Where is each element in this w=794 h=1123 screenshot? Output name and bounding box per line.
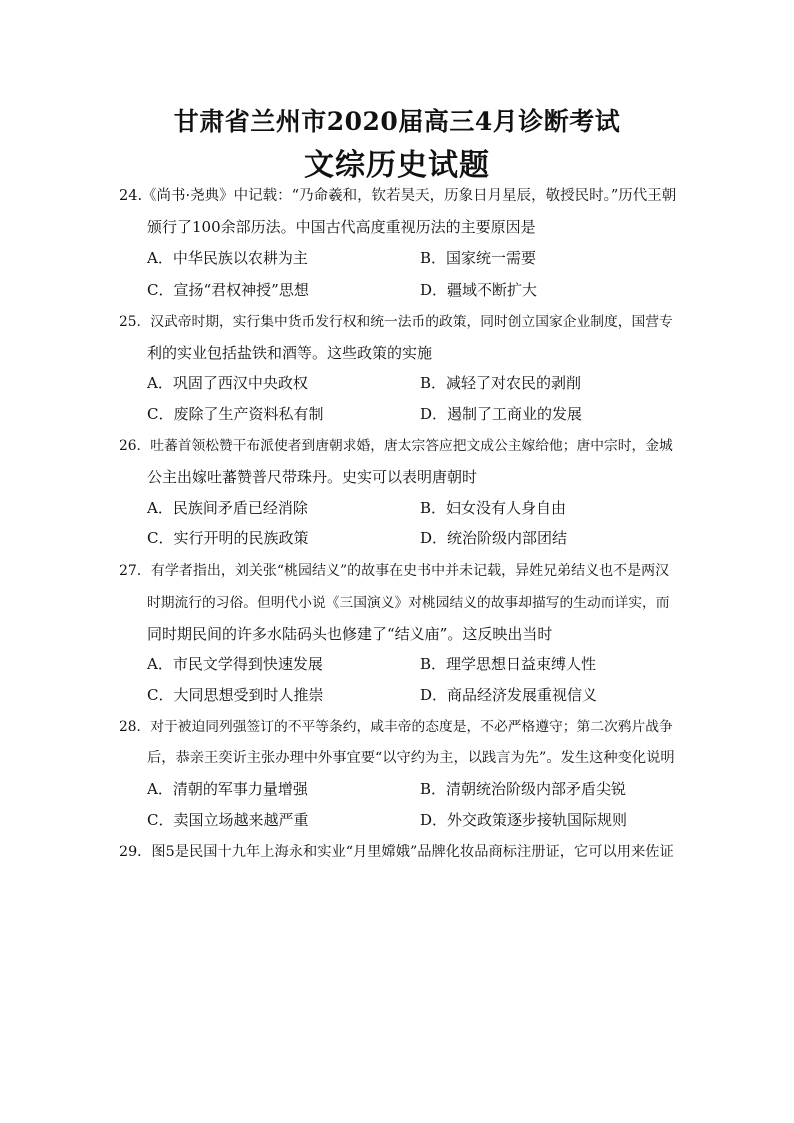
question-26-option-d: D．统治阶级内部团结 xyxy=(420,529,568,547)
question-27-option-b: B．理学思想日益束缚人性 xyxy=(420,655,597,673)
question-24-stem-cont: 颁行了100余部历法。中国古代高度重视历法的主要原因是 xyxy=(147,218,536,236)
question-24-option-d: D．疆域不断扩大 xyxy=(420,281,538,299)
question-29-stem: 29．图5是民国十九年上海永和实业“月里嫦娥”品牌化妆品商标注册证，它可以用来佐证 xyxy=(119,844,674,860)
question-28-stem-cont: 后，恭亲王奕䜣主张办理中外事宜要“以守约为主，以践言为先”。发生这种变化说明 xyxy=(147,750,675,766)
question-28-option-c: C．卖国立场越来越严重 xyxy=(147,811,309,829)
question-28-option-a: A．清朝的军事力量增强 xyxy=(147,780,308,798)
question-26-option-a: A．民族间矛盾已经消除 xyxy=(147,499,308,517)
question-26-option-b: B．妇女没有人身自由 xyxy=(420,499,567,517)
question-25-stem-cont: 利的实业包括盐铁和酒等。这些政策的实施 xyxy=(147,344,433,362)
question-28-option-b: B．清朝统治阶级内部矛盾尖锐 xyxy=(420,780,627,798)
exam-subtitle: 文综历史试题 xyxy=(304,148,490,183)
question-27-stem: 27．有学者指出，刘关张“桃园结义”的故事在史书中并未记载，异姓兄弟结义也不是两汉 xyxy=(119,563,670,579)
question-27-option-a: A．市民文学得到快速发展 xyxy=(147,655,323,673)
question-25-stem: 25．汉武帝时期，实行集中货币发行权和统一法币的政策，同时创立国家企业制度，国营专 xyxy=(119,314,673,330)
question-25-option-d: D．遏制了工商业的发展 xyxy=(420,405,583,423)
question-24-option-c: C．宣扬“君权神授”思想 xyxy=(147,281,309,299)
question-24-option-a: A．中华民族以农耕为主 xyxy=(147,249,308,267)
question-27-option-d: D．商品经济发展重视信义 xyxy=(420,686,598,704)
question-24-stem: 24.《尚书·尧典》中记载：“乃命羲和，钦若昊天，历象日月星辰，敬授民时。”历代王朝 xyxy=(119,188,677,204)
question-25-option-c: C．废除了生产资料私有制 xyxy=(147,405,324,423)
exam-title: 甘肃省兰州市2020届高三4月诊断考试 xyxy=(173,107,621,136)
question-25-option-b: B．减轻了对农民的剥削 xyxy=(420,374,582,392)
question-28-option-d: D．外交政策逐步接轨国际规则 xyxy=(420,811,628,829)
question-24-option-b: B．国家统一需要 xyxy=(420,249,537,267)
question-26-stem: 26．吐蕃首领松赞干布派使者到唐朝求婚，唐太宗答应把文成公主嫁给他；唐中宗时，金城 xyxy=(119,438,673,454)
question-28-stem: 28．对于被迫同列强签订的不平等条约，咸丰帝的态度是，不必严格遵守；第二次鸦片战争 xyxy=(119,719,673,735)
question-27-stem-cont-1: 时期流行的习俗。但明代小说《三国演义》对桃园结义的故事却描写的生动而详实，而 xyxy=(147,595,670,611)
question-27-option-c: C．大同思想受到时人推崇 xyxy=(147,686,324,704)
question-26-option-c: C．实行开明的民族政策 xyxy=(147,529,309,547)
question-25-option-a: A．巩固了西汉中央政权 xyxy=(147,374,308,392)
question-26-stem-cont: 公主出嫁吐蕃赞普尺带珠丹。史实可以表明唐朝时 xyxy=(147,468,478,486)
question-27-stem-cont-2: 同时期民间的许多水陆码头也修建了“结义庙”。这反映出当时 xyxy=(147,625,553,643)
